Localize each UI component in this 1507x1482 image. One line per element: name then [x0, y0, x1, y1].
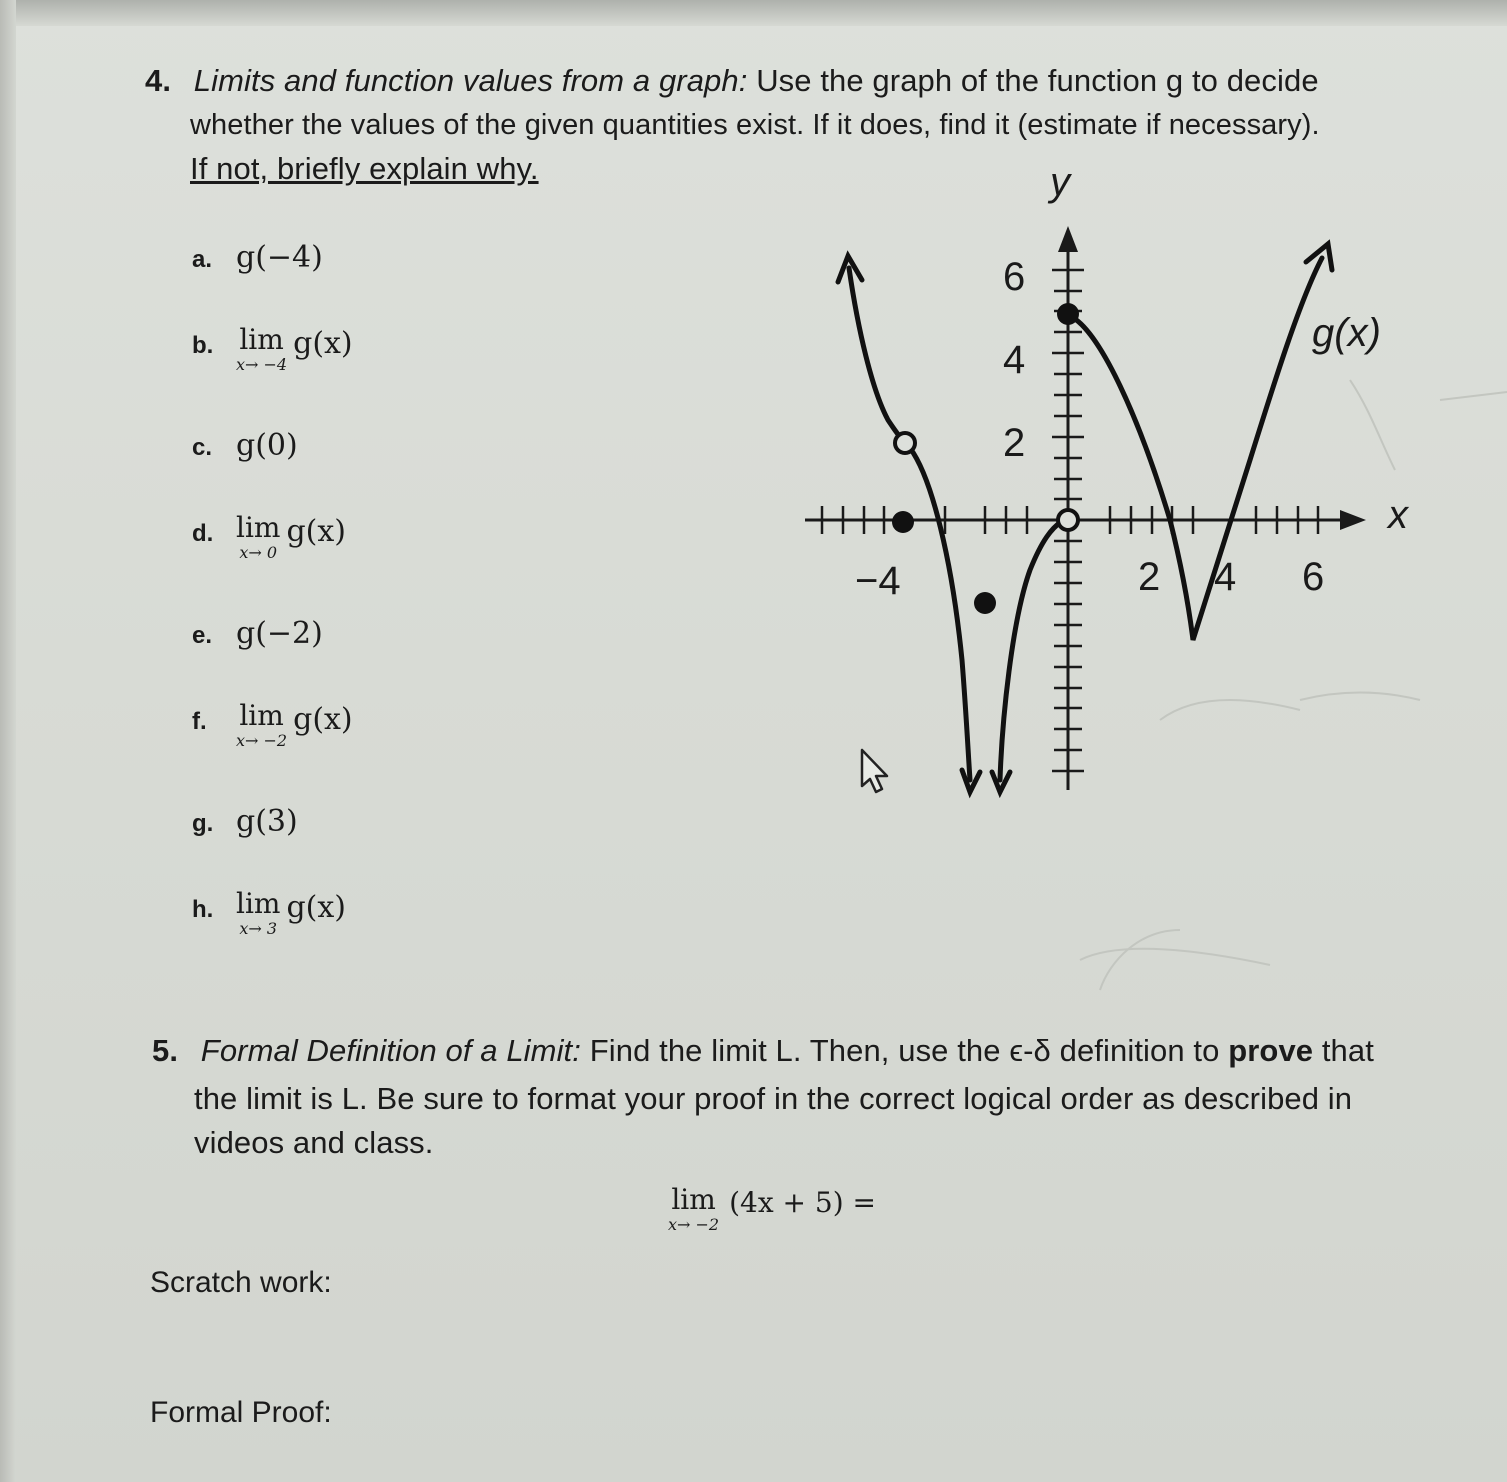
q5-line1-bold: prove: [1228, 1033, 1314, 1068]
mouse-cursor-icon: [862, 750, 887, 792]
q5-limit-body: (4x + 5) =: [729, 1186, 876, 1219]
item-d-fn: g(x): [286, 514, 346, 549]
lim-subscript: x→ −4: [236, 355, 288, 374]
scratch-work-label: Scratch work:: [150, 1266, 332, 1299]
q5-limit-expression: [668, 1183, 876, 1234]
item-g-label: g.: [192, 810, 214, 837]
lim-word: lim: [236, 887, 281, 920]
curve-rise-from-asymptote: [1000, 522, 1061, 780]
item-f-fn: g(x): [293, 702, 353, 737]
q4-line1-rest: Use the graph of the function g to decide: [756, 63, 1319, 98]
item-g-expr: g(3): [236, 804, 298, 839]
item-h-fn: g(x): [286, 890, 346, 925]
y-tick-label-6: 6: [1003, 255, 1026, 299]
faint-pencil-marks: [1080, 380, 1507, 990]
q5-lim: [668, 1183, 720, 1234]
open-point-origin: [1058, 510, 1078, 530]
formal-proof-label: Formal Proof:: [150, 1396, 332, 1429]
item-h-label: h.: [192, 896, 214, 923]
item-e-label: e.: [192, 622, 213, 649]
item-f-label: f.: [192, 708, 207, 735]
y-tick-label-4: 4: [1003, 338, 1026, 382]
x-axis-arrow: [1340, 510, 1366, 530]
curve-descent-to-asymptote: [910, 448, 970, 780]
curve-left-branch: [849, 268, 906, 444]
item-c-label: c.: [192, 434, 213, 461]
y-axis-label: y: [1050, 160, 1070, 204]
filled-point-neg4: [892, 511, 914, 533]
q4-title: Limits and function values from a graph:: [193, 63, 748, 98]
lim-subscript: x→ −2: [236, 731, 288, 750]
lim-word: lim: [239, 699, 284, 732]
y-axis-arrow: [1058, 226, 1078, 252]
lim-subscript: x→ −2: [668, 1215, 720, 1234]
x-tick-label-6: 6: [1302, 555, 1325, 599]
x-axis-label: x: [1388, 493, 1408, 537]
q5-title: Formal Definition of a Limit:: [200, 1033, 581, 1068]
lim-word: lim: [236, 511, 281, 544]
q4-number: 4.: [145, 63, 172, 98]
lim-subscript: x→ 3: [239, 919, 278, 938]
filled-point-neg2: [974, 592, 996, 614]
curve-right-v: [1070, 258, 1325, 640]
filled-point-y-axis: [1057, 303, 1079, 325]
q5-line-1: [152, 1028, 1374, 1074]
item-a-expr: g(−4): [236, 240, 323, 275]
q4-line-2: whether the values of the given quantities exist. If it does, find it (estimate if necessary).: [190, 109, 1320, 141]
x-tick-label-neg4: −4: [855, 559, 901, 603]
item-d-label: d.: [192, 520, 214, 547]
x-tick-label-4: 4: [1214, 555, 1237, 599]
q5-line1-rest-a: Find the limit L. Then, use the ϵ-δ definition to: [589, 1033, 1220, 1068]
item-e-expr: g(−2): [236, 616, 323, 651]
lim-subscript: x→ 0: [239, 543, 278, 562]
q5-line-3: videos and class.: [194, 1125, 434, 1160]
q5-number: 5.: [152, 1033, 179, 1068]
item-b-label: b.: [192, 332, 214, 359]
x-tick-label-2: 2: [1138, 555, 1161, 599]
open-point-left: [895, 433, 915, 453]
lim-word: lim: [239, 323, 284, 356]
function-label-handwritten: g(x): [1312, 311, 1381, 355]
item-b-fn: g(x): [293, 326, 353, 361]
lim-word: lim: [671, 1183, 716, 1216]
item-c-expr: g(0): [236, 428, 298, 463]
q4-line-3: If not, briefly explain why.: [190, 151, 539, 186]
item-a-label: a.: [192, 246, 213, 273]
y-tick-label-2: 2: [1003, 421, 1026, 465]
q5-line1-rest-b: that: [1321, 1033, 1374, 1068]
q5-line-2: the limit is L. Be sure to format your proof in the correct logical order as described in: [194, 1081, 1353, 1116]
